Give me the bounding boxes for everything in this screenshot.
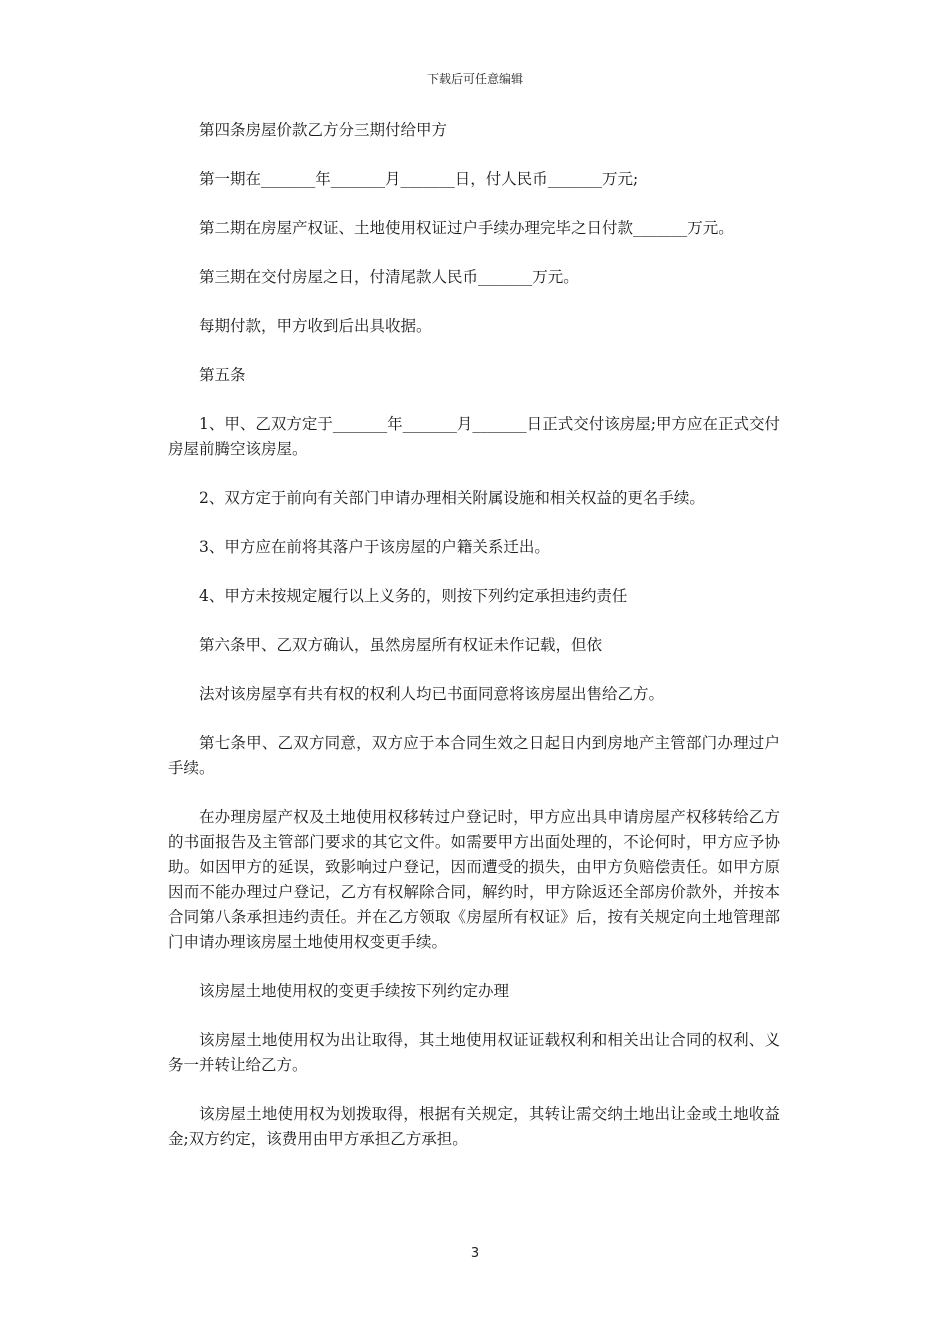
paragraph-article-7: 第七条甲、乙双方同意，双方应于本合同生效之日起日内到房地产主管部门办理过户手续。 bbox=[168, 734, 780, 777]
paragraph-payment-2: 第二期在房屋产权证、土地使用权证过户手续办理完毕之日付款_______万元。 bbox=[199, 219, 734, 237]
paragraph-article-4: 第四条房屋价款乙方分三期付给甲方 bbox=[199, 121, 448, 139]
paragraph-land-use-change: 该房屋土地使用权的变更手续按下列约定办理 bbox=[199, 982, 510, 1000]
paragraph-payment-3: 第三期在交付房屋之日，付清尾款人民币_______万元。 bbox=[199, 268, 579, 286]
page-header: 下载后可任意编辑 bbox=[426, 72, 523, 86]
paragraph-item-3: 3、甲方应在前将其落户于该房屋的户籍关系迁出。 bbox=[199, 538, 550, 556]
paragraph-item-4: 4、甲方未按规定履行以上义务的，则按下列约定承担违约责任 bbox=[199, 587, 628, 605]
paragraph-receipt: 每期付款，甲方收到后出具收据。 bbox=[199, 317, 432, 335]
paragraph-article-6: 第六条甲、乙双方确认，虽然房屋所有权证未作记载，但依 bbox=[199, 636, 603, 654]
document-body bbox=[168, 118, 780, 1176]
paragraph-item-2: 2、双方定于前向有关部门申请办理相关附属设施和相关权益的更名手续。 bbox=[199, 489, 705, 507]
paragraph-land-use-allocation: 该房屋土地使用权为划拨取得，根据有关规定，其转让需交纳土地出让金或土地收益金;双方约定，该费用由甲方承担乙方承担。 bbox=[168, 1105, 780, 1148]
paragraph-article-6-cont: 法对该房屋享有共有权的权利人均已书面同意将该房屋出售给乙方。 bbox=[199, 685, 665, 703]
paragraph-article-5: 第五条 bbox=[199, 366, 246, 384]
paragraph-transfer-registration: 在办理房屋产权及土地使用权移转过户登记时，甲方应出具申请房屋产权移转给乙方的书面报告及主管部门要求的其它文件。如需要甲方出面处理的，不论何时，甲方应予协助。如因甲方的延误，致影响过户登记，因而遭受的损失，由甲方负赔偿责任。如甲方原因而不能办理过户登记，乙方有权解除合同，解约时，甲方除返还全部房价款外，并按本合同第八条承担违约责任。并在乙方领取《房屋所有权证》后，按有关规定向土地管理部门申请办理该房屋土地使用权变更手续。 bbox=[168, 808, 780, 951]
paragraph-land-use-grant: 该房屋土地使用权为出让取得，其土地使用权证证载权利和相关出让合同的权利、义务一并转让给乙方。 bbox=[168, 1031, 780, 1074]
paragraph-payment-1: 第一期在_______年_______月_______日，付人民币_______万元; bbox=[199, 170, 639, 188]
paragraph-item-1: 1、甲、乙双方定于_______年_______月_______日正式交付该房屋;甲方应在正式交付房屋前腾空该房屋。 bbox=[168, 415, 780, 458]
page-number: 3 bbox=[470, 1246, 480, 1261]
